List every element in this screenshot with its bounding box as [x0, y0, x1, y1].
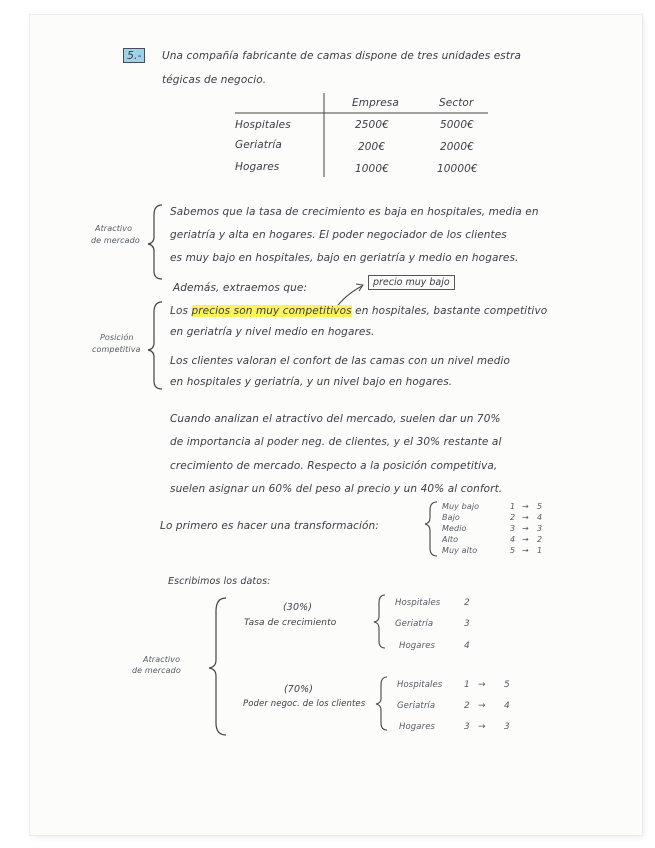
table-cell-sector: 5000€	[440, 119, 474, 131]
transform-label: Bajo	[442, 513, 460, 522]
transform-to: 5	[537, 502, 543, 511]
highlighted-phrase: precios son muy competitivos	[191, 305, 352, 317]
group1-item-value: 3	[464, 619, 470, 629]
group1-item-label: Hogares	[399, 641, 436, 651]
arrow-icon: →	[522, 502, 529, 511]
arrow-icon: →	[478, 722, 486, 732]
transform-label: Medio	[442, 524, 467, 533]
arrow-icon: →	[522, 535, 529, 544]
transform-to: 3	[537, 524, 543, 533]
group2-item-to: 3	[504, 722, 510, 732]
transform-to: 2	[537, 535, 543, 544]
posicion-line-1-start: Los	[170, 305, 189, 317]
atractivo-line-3: es muy bajo en hospitales, bajo en geriatría y medio en hogares.	[170, 252, 519, 264]
atractivo-side-label-1: Atractivo	[95, 224, 133, 233]
handwritten-strokes	[30, 15, 642, 835]
group1-item-value: 2	[464, 598, 470, 608]
transform-from: 1	[510, 502, 516, 511]
posicion-line-2: en geriatría y nivel medio en hogares.	[170, 326, 375, 338]
group2-item-label: Hogares	[399, 722, 436, 732]
paragraph-line-2: de importancia al poder neg. de clientes, y el 30% restante al	[170, 436, 502, 448]
group2-brace	[376, 677, 387, 730]
posicion-line-1	[170, 305, 547, 317]
table-cell-empresa: 200€	[358, 141, 386, 153]
posicion-line-1-end: en hospitales, bastante competitivo	[355, 305, 548, 317]
posicion-side-label-2: competitiva	[92, 345, 141, 354]
table-cell-empresa: 2500€	[355, 119, 389, 131]
group2-item-from: 2	[464, 701, 470, 711]
arrow-icon: →	[478, 701, 486, 711]
group2-name: Poder negoc. de los clientes	[243, 699, 366, 709]
atractivo-brace	[148, 205, 162, 279]
transform-to: 1	[537, 546, 543, 555]
transform-label: Alto	[442, 535, 459, 544]
transform-label: Muy bajo	[442, 502, 480, 511]
datos-side-label-2: de mercado	[132, 666, 181, 675]
posicion-brace	[148, 302, 162, 389]
transform-from: 5	[510, 546, 516, 555]
arrow-icon: →	[522, 524, 529, 533]
group1-item-value: 4	[464, 641, 470, 651]
atractivo-side-label-2: de mercado	[91, 236, 140, 245]
transform-from: 4	[510, 535, 516, 544]
transform-label: Muy alto	[442, 546, 478, 555]
transform-to: 4	[537, 513, 543, 522]
group2-item-to: 4	[504, 701, 510, 711]
transform-brace	[425, 502, 437, 556]
group2-percentage: (70%)	[284, 684, 314, 695]
table-cell-empresa: 1000€	[355, 163, 389, 175]
table-header-sector: Sector	[439, 97, 474, 109]
table-cell-sector: 2000€	[440, 141, 474, 153]
datos-heading: Escribimos los datos:	[168, 576, 271, 587]
datos-side-label-1: Atractivo	[143, 655, 181, 664]
transform-from: 2	[510, 513, 516, 522]
datos-main-brace	[209, 598, 226, 735]
posicion-line-3: Los clientes valoran el confort de las camas con un nivel medio	[170, 355, 511, 367]
arrow-icon: →	[522, 546, 529, 555]
paragraph-line-4: suelen asignar un 60% del peso al precio y un 40% al confort.	[170, 483, 503, 495]
paragraph-line-1: Cuando analizan el atractivo del mercado, suelen dar un 70%	[170, 413, 501, 425]
group2-item-label: Geriatría	[397, 701, 436, 711]
group1-brace	[374, 595, 385, 648]
transform-intro: Lo primero es hacer una transformación:	[160, 520, 379, 532]
posicion-line-4: en hospitales y geriatría, y un nivel bajo en hogares.	[170, 376, 453, 388]
exercise-statement-line-1: Una compañía fabricante de camas dispone de tres unidades estra	[162, 50, 522, 62]
table-row-label: Geriatría	[235, 139, 282, 151]
arrow-icon: →	[522, 513, 529, 522]
group1-item-label: Geriatría	[395, 619, 434, 629]
ademas-line: Además, extraemos que:	[173, 282, 308, 294]
notebook-page	[30, 15, 642, 835]
boxed-note: precio muy bajo	[368, 275, 455, 290]
atractivo-line-1: Sabemos que la tasa de crecimiento es baja en hospitales, media en	[170, 206, 539, 218]
arrow-icon: →	[478, 680, 486, 690]
exercise-number: 5.-	[123, 48, 145, 63]
group1-item-label: Hospitales	[395, 598, 441, 608]
atractivo-line-2: geriatría y alta en hogares. El poder negociador de los clientes	[170, 229, 507, 241]
transform-from: 3	[510, 524, 516, 533]
paragraph-line-3: crecimiento de mercado. Respecto a la posición competitiva,	[170, 460, 498, 472]
exercise-statement-line-2: tégicas de negocio.	[162, 74, 267, 86]
group1-percentage: (30%)	[283, 602, 313, 613]
group2-item-from: 3	[464, 722, 470, 732]
table-header-empresa: Empresa	[352, 97, 399, 109]
group2-item-label: Hospitales	[397, 680, 443, 690]
posicion-side-label-1: Posición	[100, 333, 134, 342]
group1-name: Tasa de crecimiento	[244, 618, 337, 628]
group2-item-to: 5	[504, 680, 510, 690]
table-row-label: Hospitales	[235, 119, 291, 131]
table-row-label: Hogares	[235, 161, 280, 173]
table-cell-sector: 10000€	[437, 163, 478, 175]
group2-item-from: 1	[464, 680, 470, 690]
